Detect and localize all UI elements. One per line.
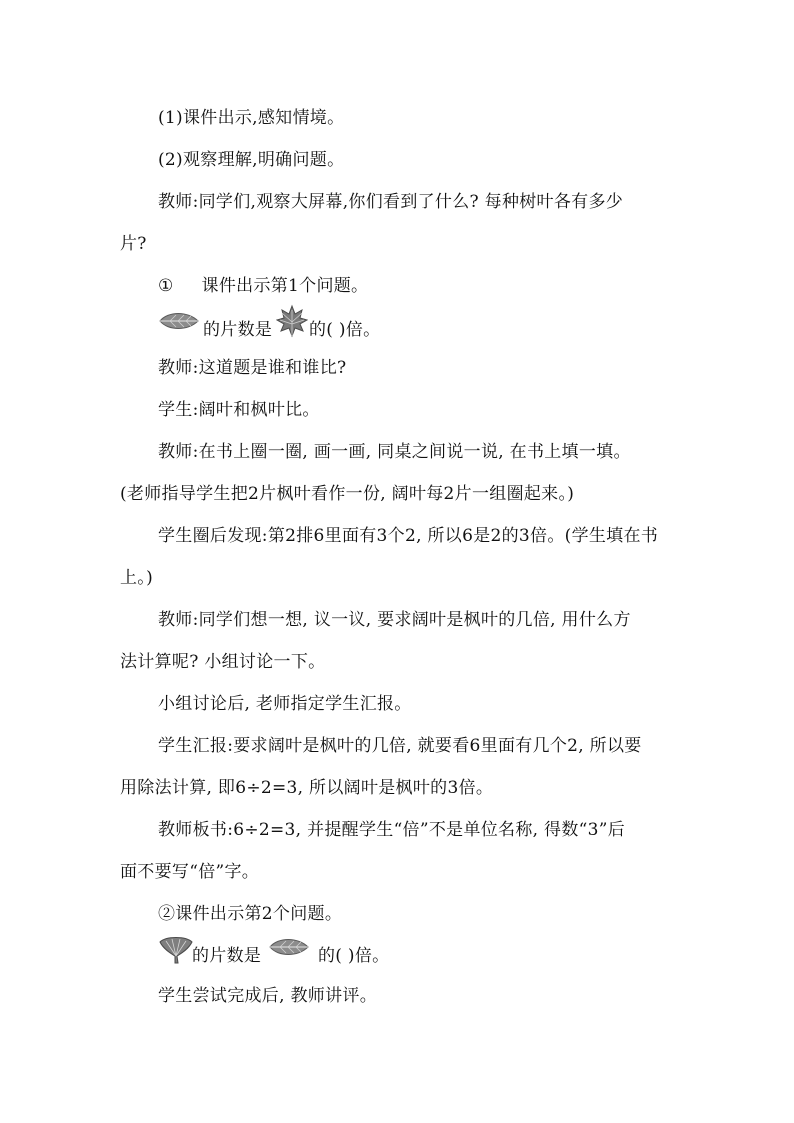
broad-leaf-icon xyxy=(268,936,310,958)
maple-leaf-icon xyxy=(276,304,308,338)
compare-text-1a: 的片数是 xyxy=(203,320,273,340)
ginkgo-leaf-icon xyxy=(158,934,194,964)
compare-text-2b: 的( )倍。 xyxy=(318,946,390,966)
text-line-9: 教师:在书上圈一圈, 画一画, 同桌之间说一说, 在书上填一填。 xyxy=(158,442,631,462)
text-line-12: 上。) xyxy=(120,568,154,588)
question-1-text: 课件出示第1个问题。 xyxy=(201,276,369,296)
circled-number-1: ① xyxy=(158,276,174,296)
text-line-18: 教师板书:6÷2=3, 并提醒学生“倍”不是单位名称, 得数“3”后 xyxy=(158,820,626,840)
text-line-19: 面不要写“倍”字。 xyxy=(120,862,260,882)
text-line-14: 法计算呢? 小组讨论一下。 xyxy=(120,652,326,672)
text-line-4: 片? xyxy=(120,234,147,254)
text-line-1: (1)课件出示,感知情境。 xyxy=(158,108,345,128)
text-line-15: 小组讨论后, 老师指定学生汇报。 xyxy=(158,694,412,714)
text-line-13: 教师:同学们想一想, 议一议, 要求阔叶是枫叶的几倍, 用什么方 xyxy=(158,610,631,630)
text-line-17: 用除法计算, 即6÷2=3, 所以阔叶是枫叶的3倍。 xyxy=(120,778,494,798)
text-line-2: (2)观察理解,明确问题。 xyxy=(158,150,345,170)
text-line-10: (老师指导学生把2片枫叶看作一份, 阔叶每2片一组圈起来。) xyxy=(120,484,575,504)
text-line-11: 学生圈后发现:第2排6里面有3个2, 所以6是2的3倍。(学生填在书 xyxy=(158,526,659,546)
text-line-20: ②课件出示第2个问题。 xyxy=(158,904,343,924)
text-line-22: 学生尝试完成后, 教师讲评。 xyxy=(158,986,378,1006)
text-line-3: 教师:同学们,观察大屏幕,你们看到了什么? 每种树叶各有多少 xyxy=(158,192,624,212)
question-1-line xyxy=(158,274,368,298)
text-line-7: 教师:这道题是谁和谁比? xyxy=(158,358,347,378)
text-line-8: 学生:阔叶和枫叶比。 xyxy=(158,400,320,420)
compare-text-1b: 的( )倍。 xyxy=(309,320,381,340)
broad-leaf-icon xyxy=(158,310,200,332)
text-line-16: 学生汇报:要求阔叶是枫叶的几倍, 就要看6里面有几个2, 所以要 xyxy=(158,736,642,756)
compare-text-2a: 的片数是 xyxy=(192,946,262,966)
